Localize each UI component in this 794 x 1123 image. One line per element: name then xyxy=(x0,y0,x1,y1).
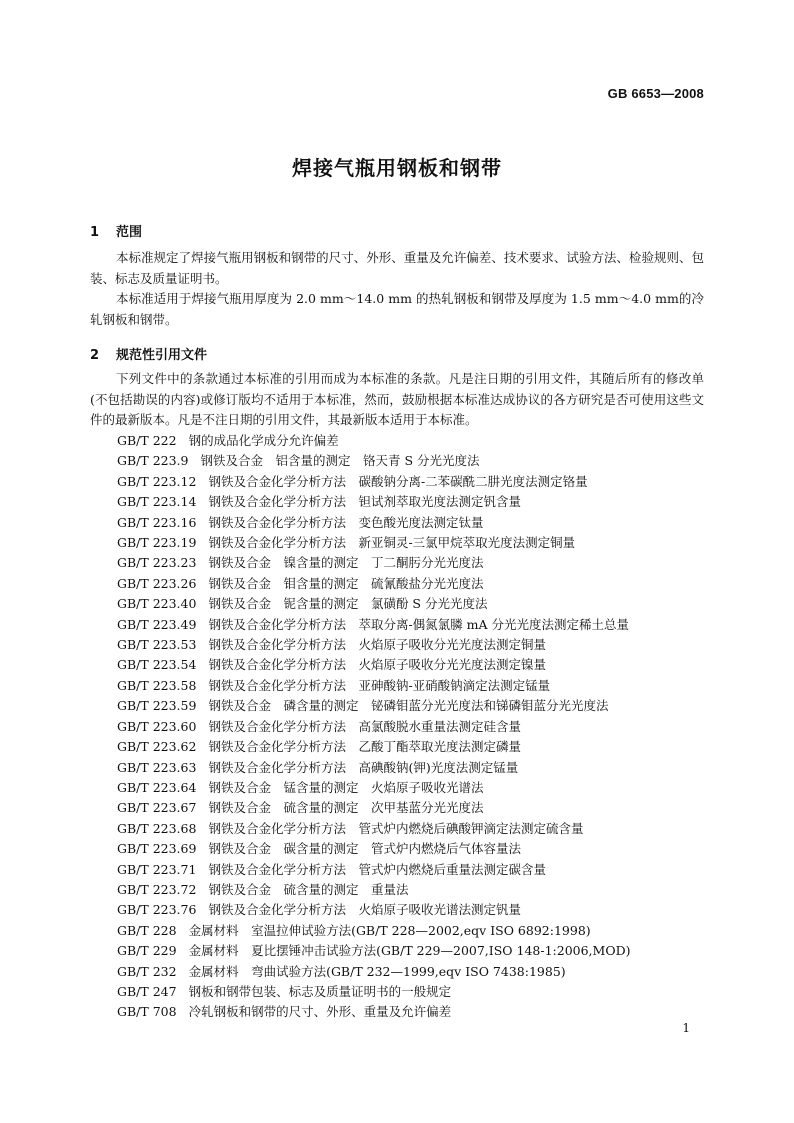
reference-title: 钢板和钢带包装、标志及质量证明书的一般规定 xyxy=(188,983,452,999)
reference-code: GB/T 223.63 xyxy=(117,759,197,775)
reference-code: GB/T 232 xyxy=(117,963,177,979)
reference-title: 钢的成品化学成分允许偏差 xyxy=(188,433,339,448)
reference-item xyxy=(117,921,717,941)
reference-item xyxy=(117,758,717,778)
reference-code: GB/T 223.12 xyxy=(117,473,197,489)
reference-title: 钢铁及合金 碳含量的测定 管式炉内燃烧后气体容量法 xyxy=(208,841,521,857)
reference-item xyxy=(117,594,717,614)
reference-code: GB/T 223.53 xyxy=(117,637,197,653)
reference-title: 钢铁及合金化学分析方法 高氯酸脱水重量法测定硅含量 xyxy=(208,718,521,734)
reference-title: 钢铁及合金 铌含量的测定 氯磺酚 S 分光光度法 xyxy=(208,596,488,612)
reference-title: 钢铁及合金化学分析方法 萃取分离-偶氮氯膦 mA 分光光度法测定稀土总量 xyxy=(208,616,629,632)
reference-item xyxy=(117,513,717,533)
section-1-number: 1 xyxy=(90,225,100,240)
reference-code: GB/T 223.49 xyxy=(117,616,197,632)
reference-code: GB/T 223.40 xyxy=(117,596,197,612)
section-1-heading xyxy=(90,221,142,240)
reference-item xyxy=(117,737,717,757)
reference-item xyxy=(117,778,717,798)
reference-item xyxy=(117,553,717,573)
section-1-paragraph-1: 本标准规定了焊接气瓶用钢板和钢带的尺寸、外形、重量及允许偏差、技术要求、试验方法、检验规则、包装、标志及质量证明书。 xyxy=(90,250,704,286)
reference-code: GB/T 247 xyxy=(117,983,177,999)
reference-code: GB/T 222 xyxy=(117,433,177,448)
reference-item xyxy=(117,533,717,553)
reference-code: GB/T 223.76 xyxy=(117,902,197,918)
reference-title: 钢铁及合金 硫含量的测定 重量法 xyxy=(208,881,409,897)
section-2-heading xyxy=(90,344,207,363)
page-title: 焊接气瓶用钢板和钢带 xyxy=(292,156,502,180)
reference-code: GB/T 223.60 xyxy=(117,718,197,734)
reference-item xyxy=(117,900,717,920)
reference-item xyxy=(117,717,717,737)
reference-code: GB/T 223.58 xyxy=(117,677,197,693)
reference-code: GB/T 223.14 xyxy=(117,494,197,510)
reference-title: 钢铁及合金 硫含量的测定 次甲基蓝分光光度法 xyxy=(208,800,484,816)
reference-title: 钢铁及合金化学分析方法 管式炉内燃烧后碘酸钾滴定法测定硫含量 xyxy=(208,820,584,836)
reference-title: 钢铁及合金化学分析方法 高碘酸钠(钾)光度法测定锰量 xyxy=(208,759,519,775)
reference-title: 钢铁及合金化学分析方法 变色酸光度法测定钛量 xyxy=(208,514,484,530)
reference-item xyxy=(117,492,717,512)
reference-item xyxy=(117,472,717,492)
reference-item xyxy=(117,941,717,961)
reference-code: GB/T 708 xyxy=(117,1004,177,1020)
reference-code: GB/T 228 xyxy=(117,922,177,938)
reference-item xyxy=(117,635,717,655)
reference-title: 钢铁及合金 铝含量的测定 铬天青 S 分光光度法 xyxy=(200,453,480,469)
reference-item xyxy=(117,860,717,880)
reference-code: GB/T 223.23 xyxy=(117,555,197,571)
reference-title: 金属材料 弯曲试验方法(GB/T 232—1999,eqv ISO 7438:1985) xyxy=(188,963,566,979)
reference-code: GB/T 223.62 xyxy=(117,739,197,755)
reference-item xyxy=(117,962,717,982)
reference-title: 钢铁及合金化学分析方法 钽试剂萃取光度法测定钒含量 xyxy=(208,494,521,510)
reference-code: GB/T 223.72 xyxy=(117,881,197,897)
reference-title: 钢铁及合金化学分析方法 碳酸钠分离-二苯碳酰二肼光度法测定铬量 xyxy=(208,473,588,489)
section-1-title: 范围 xyxy=(116,225,143,240)
reference-title: 钢铁及合金 锰含量的测定 火焰原子吸收光谱法 xyxy=(208,779,484,795)
section-1-paragraph-2: 本标准适用于焊接气瓶用厚度为 2.0 mm～14.0 mm 的热轧钢板和钢带及厚度为 1.5 mm～4.0 mm的冷轧钢板和钢带。 xyxy=(90,291,704,327)
reference-item xyxy=(117,839,717,859)
reference-title: 钢铁及合金化学分析方法 火焰原子吸收分光光度法测定铜量 xyxy=(208,637,546,653)
section-2-number: 2 xyxy=(90,348,100,363)
reference-title: 钢铁及合金化学分析方法 乙酸丁酯萃取光度法测定磷量 xyxy=(208,739,521,755)
reference-code: GB/T 223.54 xyxy=(117,657,197,673)
reference-item xyxy=(117,574,717,594)
reference-code: GB/T 223.26 xyxy=(117,575,197,591)
reference-code: GB/T 223.71 xyxy=(117,861,197,877)
reference-item xyxy=(117,676,717,696)
reference-title: 钢铁及合金化学分析方法 新亚铜灵-三氯甲烷萃取光度法测定铜量 xyxy=(208,535,576,551)
reference-item xyxy=(117,655,717,675)
reference-item xyxy=(117,696,717,716)
section-2-title: 规范性引用文件 xyxy=(116,348,208,363)
reference-title: 冷轧钢板和钢带的尺寸、外形、重量及允许偏差 xyxy=(188,1004,452,1020)
page-number: 1 xyxy=(682,1021,690,1035)
reference-title: 金属材料 室温拉伸试验方法(GB/T 228—2002,eqv ISO 6892:1998) xyxy=(188,922,591,938)
reference-item xyxy=(117,798,717,818)
reference-item xyxy=(117,982,717,1002)
reference-code: GB/T 223.9 xyxy=(117,453,189,469)
reference-item xyxy=(117,819,717,839)
reference-code: GB/T 223.69 xyxy=(117,841,197,857)
reference-code: GB/T 223.19 xyxy=(117,535,197,551)
reference-title: 钢铁及合金化学分析方法 火焰原子吸收分光光度法测定镍量 xyxy=(208,657,546,673)
reference-title: 钢铁及合金 磷含量的测定 铋磷钼蓝分光光度法和锑磷钼蓝分光光度法 xyxy=(208,698,609,714)
reference-code: GB/T 223.59 xyxy=(117,698,197,714)
reference-item xyxy=(117,615,717,635)
reference-item xyxy=(117,431,717,451)
reference-item xyxy=(117,880,717,900)
reference-title: 钢铁及合金 镍含量的测定 丁二酮肟分光光度法 xyxy=(208,555,484,571)
reference-list xyxy=(117,431,717,1023)
section-2-intro: 下列文件中的条款通过本标准的引用而成为本标准的条款。凡是注日期的引用文件，其随后所有的修改单(不包括勘误的内容)或修订版均不适用于本标准，然而，鼓励根据本标准达成协议的各方研究是否可使用这些文件的最新版本。凡是不注日期的引用文件，其最新版本适用于本标准。 xyxy=(90,371,704,427)
reference-code: GB/T 223.64 xyxy=(117,779,197,795)
reference-code: GB/T 223.16 xyxy=(117,514,197,530)
reference-title: 金属材料 夏比摆锤冲击试验方法(GB/T 229—2007,ISO 148-1:2006,MOD) xyxy=(188,943,631,959)
reference-code: GB/T 229 xyxy=(117,943,177,959)
reference-title: 钢铁及合金化学分析方法 火焰原子吸收光谱法测定钒量 xyxy=(208,902,521,918)
reference-title: 钢铁及合金化学分析方法 亚砷酸钠-亚硝酸钠滴定法测定锰量 xyxy=(208,677,551,693)
reference-item xyxy=(117,1002,717,1022)
standard-code: GB 6653—2008 xyxy=(607,86,704,101)
reference-code: GB/T 223.68 xyxy=(117,820,197,836)
reference-title: 钢铁及合金 钼含量的测定 硫氰酸盐分光光度法 xyxy=(208,575,484,591)
reference-title: 钢铁及合金化学分析方法 管式炉内燃烧后重量法测定碳含量 xyxy=(208,861,546,877)
reference-code: GB/T 223.67 xyxy=(117,800,197,816)
reference-item xyxy=(117,451,717,471)
